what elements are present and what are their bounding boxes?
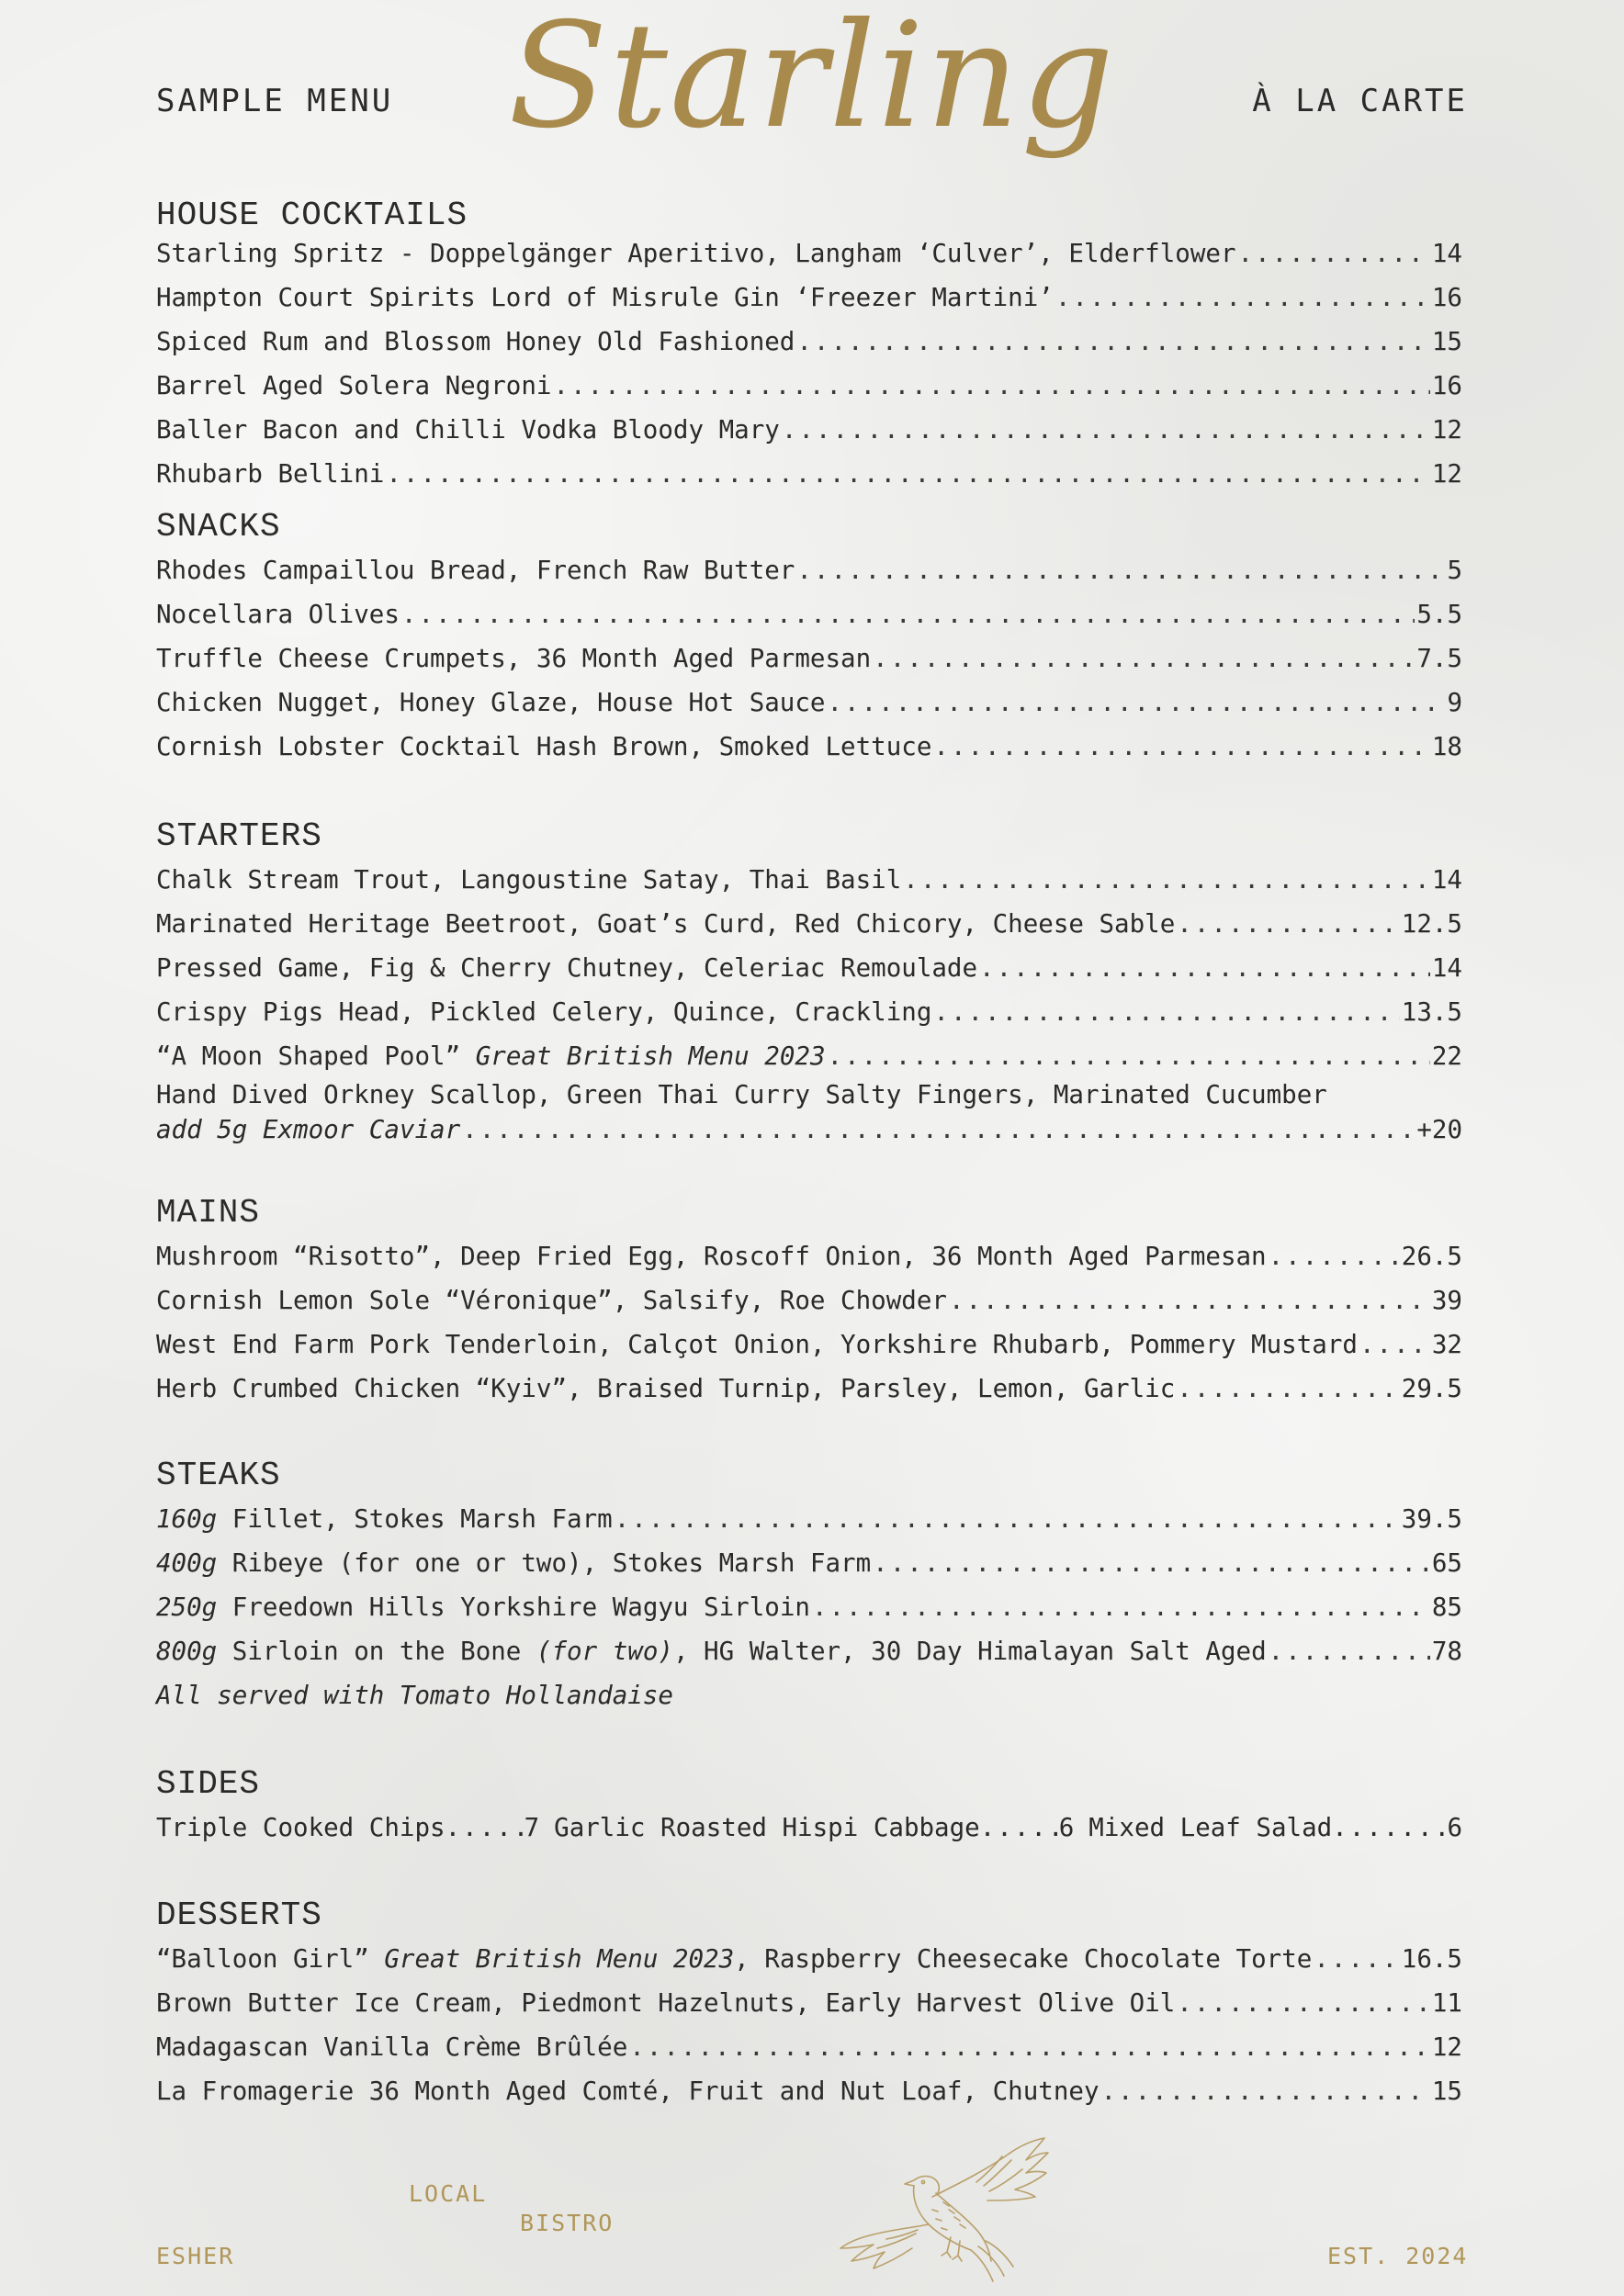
steak-name: Freedown Hills Yorkshire Wagyu Sirloin <box>217 1592 810 1622</box>
section-house-cocktails <box>156 198 1462 496</box>
steak-name: Ribeye (for one or two), Stokes Marsh Farm <box>217 1548 872 1578</box>
item-name: Rhubarb Bellini <box>156 458 385 489</box>
menu-item <box>156 2025 1462 2069</box>
menu-item <box>156 592 1462 636</box>
dot-leader <box>812 1585 1430 1629</box>
item-price: 9 <box>1447 687 1462 717</box>
section-title: HOUSE COCKTAILS <box>156 197 468 234</box>
item-price: 29.5 <box>1401 1373 1462 1403</box>
side-name: Mixed Leaf Salad <box>1088 1812 1333 1842</box>
item-price: 5 <box>1447 555 1462 585</box>
menu-item-special <box>156 1034 1462 1078</box>
item-name: Brown Butter Ice Cream, Piedmont Hazelnuts, Early Harvest Olive Oil <box>156 1987 1176 2018</box>
menu-item <box>156 990 1462 1034</box>
dot-leader <box>828 1034 1430 1078</box>
menu-item <box>156 1629 1462 1673</box>
item-name <box>156 1541 871 1585</box>
dot-leader <box>445 1806 524 1850</box>
dot-leader <box>979 946 1430 990</box>
item-name: Madagascan Vanilla Crème Brûlée <box>156 2032 628 2062</box>
item-name: Cornish Lobster Cocktail Hash Brown, Smoked Lettuce <box>156 731 932 761</box>
footer-bistro: BISTRO <box>520 2210 615 2236</box>
special-description: Hand Dived Orkney Scallop, Green Thai Curry Salty Fingers, Marinated Cucumber <box>156 1079 1327 1109</box>
dot-leader <box>796 320 1430 364</box>
dot-leader <box>462 1111 1415 1148</box>
footer-esher: ESHER <box>156 2243 235 2269</box>
item-price: 65 <box>1431 1548 1462 1578</box>
dot-leader <box>629 2025 1430 2069</box>
side-name: Garlic Roasted Hispi Cabbage <box>554 1812 980 1842</box>
menu-item <box>156 1497 1462 1541</box>
item-name: West End Farm Pork Tenderloin, Calçot Onion, Yorkshire Rhubarb, Pommery Mustard <box>156 1329 1358 1359</box>
menu-item <box>156 1322 1462 1367</box>
dot-leader <box>1101 2069 1430 2113</box>
addon-name: add 5g Exmoor Caviar <box>156 1114 461 1144</box>
menu-item <box>156 276 1462 320</box>
item-price: 16.5 <box>1401 1943 1462 1974</box>
item-name <box>156 1937 1312 1981</box>
section-title: MAINS <box>156 1194 261 1232</box>
dot-leader <box>980 1806 1059 1850</box>
item-name: Herb Crumbed Chicken “Kyiv”, Braised Turnip, Parsley, Lemon, Garlic <box>156 1373 1176 1403</box>
menu-item <box>156 1367 1462 1411</box>
footer-local: LOCAL <box>409 2180 488 2207</box>
item-name: Rhodes Campaillou Bread, French Raw Butter <box>156 555 795 585</box>
sides-row <box>156 1806 1462 1850</box>
item-name: Starling Spritz - Doppelgänger Aperitivo, Langham ‘Culver’, Elderflower <box>156 238 1236 268</box>
a-la-carte-label: À LA CARTE <box>1252 83 1468 119</box>
item-name: Spiced Rum and Blossom Honey Old Fashioned <box>156 326 795 356</box>
dot-leader <box>933 725 1429 769</box>
menu-item-addon <box>156 1111 1462 1148</box>
dot-leader <box>553 364 1429 408</box>
item-name <box>156 1034 826 1078</box>
section-mains <box>156 1196 1462 1411</box>
steak-name-cont: , HG Walter, 30 Day Himalayan Salt Aged <box>672 1636 1267 1666</box>
item-price: 12 <box>1431 2032 1462 2062</box>
dot-leader <box>933 990 1399 1034</box>
item-name <box>156 1585 810 1629</box>
starling-logo: Starling <box>508 0 1116 161</box>
footer-est: EST. 2024 <box>1327 2243 1469 2269</box>
section-steaks <box>156 1458 1462 1717</box>
item-price: 13.5 <box>1401 996 1462 1027</box>
dot-leader <box>1177 1981 1430 2025</box>
dot-leader <box>873 636 1415 681</box>
section-snacks <box>156 510 1462 769</box>
dot-leader <box>386 452 1430 496</box>
item-price: 39 <box>1431 1285 1462 1315</box>
dot-leader <box>949 1278 1430 1322</box>
section-title: STARTERS <box>156 817 322 855</box>
menu-item <box>156 364 1462 408</box>
side-price: 6 <box>1447 1812 1462 1842</box>
item-price: 78 <box>1431 1636 1462 1666</box>
item-name: Chicken Nugget, Honey Glaze, House Hot Sauce <box>156 687 826 717</box>
dot-leader <box>1269 1629 1430 1673</box>
steak-extra: (for two) <box>536 1636 673 1666</box>
dot-leader <box>903 858 1430 902</box>
menu-item <box>156 2069 1462 2113</box>
steak-name: Fillet, Stokes Marsh Farm <box>217 1503 613 1534</box>
item-name: Pressed Game, Fig & Cherry Chutney, Celeriac Remoulade <box>156 952 978 983</box>
menu-item <box>156 320 1462 364</box>
side-name: Triple Cooked Chips <box>156 1812 445 1842</box>
item-price: 14 <box>1431 952 1462 983</box>
section-title: SNACKS <box>156 508 281 546</box>
item-name: Crispy Pigs Head, Pickled Celery, Quince, Crackling <box>156 996 932 1027</box>
menu-item <box>156 452 1462 496</box>
item-price: 15 <box>1431 326 1462 356</box>
item-name: Mushroom “Risotto”, Deep Fried Egg, Roscoff Onion, 36 Month Aged Parmesan <box>156 1241 1267 1271</box>
side-price: 7 <box>524 1812 540 1842</box>
dot-leader <box>1269 1234 1400 1278</box>
menu-item <box>156 1981 1462 2025</box>
dot-leader <box>1055 276 1430 320</box>
special-title: “Balloon Girl” <box>156 1943 369 1974</box>
item-name: La Fromagerie 36 Month Aged Comté, Fruit and Nut Loaf, Chutney <box>156 2076 1100 2106</box>
item-price: 15 <box>1431 2076 1462 2106</box>
sample-menu-label: SAMPLE MENU <box>156 83 394 119</box>
dot-leader <box>615 1497 1400 1541</box>
item-name: Truffle Cheese Crumpets, 36 Month Aged Parmesan <box>156 643 872 673</box>
special-rest: , Raspberry Cheesecake Chocolate Torte <box>734 1943 1313 1974</box>
dot-leader <box>1314 1937 1399 1981</box>
addon-price: +20 <box>1416 1114 1462 1144</box>
section-title: DESSERTS <box>156 1896 322 1934</box>
dot-leader <box>873 1541 1430 1585</box>
menu-item <box>156 408 1462 452</box>
menu-item <box>156 902 1462 946</box>
section-desserts <box>156 1898 1462 2113</box>
item-price: 39.5 <box>1401 1503 1462 1534</box>
item-name: Chalk Stream Trout, Langoustine Satay, Thai Basil <box>156 864 902 895</box>
item-name <box>156 1497 613 1541</box>
item-price: 18 <box>1431 731 1462 761</box>
item-name <box>156 1629 1267 1673</box>
menu-item <box>156 1541 1462 1585</box>
menu-item-special <box>156 1937 1462 1981</box>
item-price: 12 <box>1431 414 1462 445</box>
item-name: Hampton Court Spirits Lord of Misrule Gin ‘Freezer Martini’ <box>156 282 1054 312</box>
menu-item <box>156 548 1462 592</box>
steak-weight: 800g <box>156 1636 218 1666</box>
item-price: 85 <box>1431 1592 1462 1622</box>
item-price: 22 <box>1431 1041 1462 1071</box>
item-price: 7.5 <box>1416 643 1462 673</box>
menu-item <box>156 1234 1462 1278</box>
menu-item <box>156 636 1462 681</box>
section-title: SIDES <box>156 1765 261 1803</box>
dot-leader <box>1332 1806 1447 1850</box>
dot-leader <box>1177 1367 1399 1411</box>
item-price: 16 <box>1431 370 1462 400</box>
item-price: 5.5 <box>1416 599 1462 629</box>
dot-leader <box>1238 231 1430 276</box>
menu-item <box>156 231 1462 276</box>
section-sides <box>156 1767 1462 1850</box>
item-price: 14 <box>1431 864 1462 895</box>
item-name: Cornish Lemon Sole “Véronique”, Salsify, Roe Chowder <box>156 1285 947 1315</box>
steak-weight: 250g <box>156 1592 218 1622</box>
menu-item <box>156 1278 1462 1322</box>
dot-leader <box>782 408 1430 452</box>
bird-illustration-icon <box>822 2133 1098 2289</box>
dot-leader <box>796 548 1445 592</box>
steak-weight: 400g <box>156 1548 218 1578</box>
section-starters <box>156 819 1462 1148</box>
item-price: 12.5 <box>1401 908 1462 939</box>
special-award: Great British Menu 2023 <box>475 1041 826 1071</box>
special-title: “A Moon Shaped Pool” <box>156 1041 461 1071</box>
item-price: 16 <box>1431 282 1462 312</box>
section-title: STEAKS <box>156 1457 281 1494</box>
menu-item <box>156 946 1462 990</box>
dot-leader <box>1359 1322 1430 1367</box>
item-name: Marinated Heritage Beetroot, Goat’s Curd, Red Chicory, Cheese Sable <box>156 908 1176 939</box>
menu-item <box>156 1585 1462 1629</box>
menu-item <box>156 858 1462 902</box>
steaks-note: All served with Tomato Hollandaise <box>156 1680 673 1710</box>
steak-name: Sirloin on the Bone <box>217 1636 536 1666</box>
dot-leader <box>1177 902 1399 946</box>
menu-item <box>156 725 1462 769</box>
special-award: Great British Menu 2023 <box>384 1943 735 1974</box>
dot-leader <box>401 592 1415 636</box>
item-name: Nocellara Olives <box>156 599 400 629</box>
side-price: 6 <box>1058 1812 1075 1842</box>
item-price: 14 <box>1431 238 1462 268</box>
item-price: 32 <box>1431 1329 1462 1359</box>
item-name: Barrel Aged Solera Negroni <box>156 370 552 400</box>
steak-weight: 160g <box>156 1503 218 1534</box>
item-price: 11 <box>1431 1987 1462 2018</box>
dot-leader <box>827 681 1445 725</box>
menu-item <box>156 681 1462 725</box>
item-price: 26.5 <box>1401 1241 1462 1271</box>
item-price: 12 <box>1431 458 1462 489</box>
item-name: Baller Bacon and Chilli Vodka Bloody Mary <box>156 414 780 445</box>
